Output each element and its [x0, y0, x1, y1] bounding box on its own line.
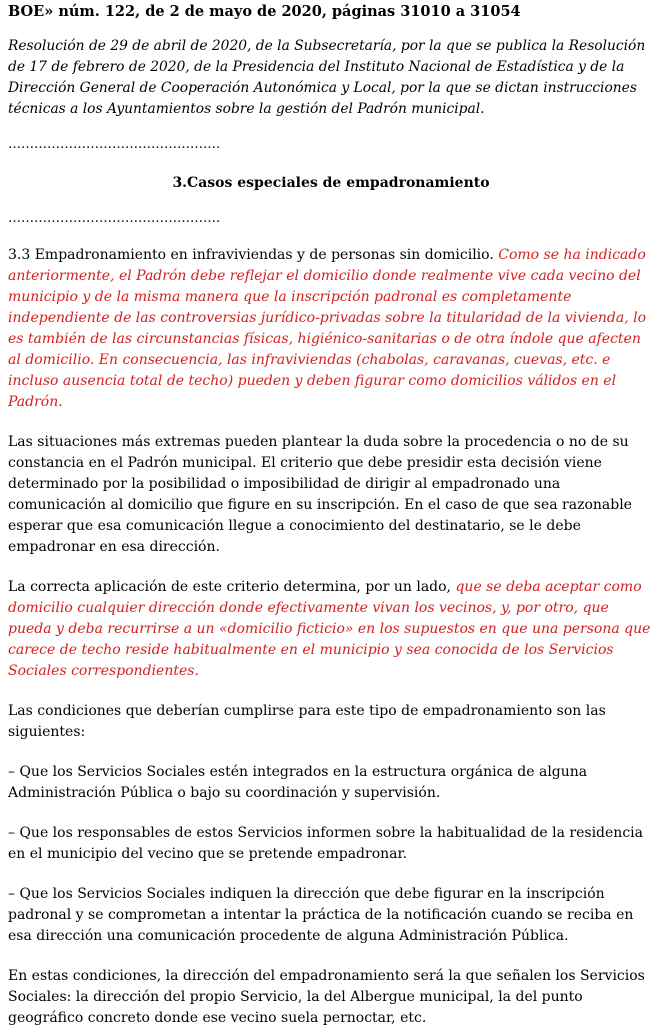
paragraph-infraviviendas-heading: 3.3 Empadronamiento en infraviviendas y de personas sin domicilio.: [8, 247, 499, 263]
condition-item-3: – Que los Servicios Sociales indiquen la dirección que debe figurar en la inscripción padronal y se comprometan a intentar la práctica de la notificación cuando se reciba en esa dirección una comunicación procedente de alguna Administración Pública.: [8, 886, 634, 944]
paragraph-criterio-highlight: que se deba aceptar como domicilio cualquier dirección donde efectivamente vivan los vecinos, y, por otro, que pueda y deba recurrirse a un «domicilio ficticio» en los supuestos en que una persona que carece de techo reside habitualmente en el municipio y sea conocida de los Servicios Sociales correspondientes.: [8, 579, 651, 679]
section-title: 3.Casos especiales de empadronamiento: [172, 175, 490, 191]
resolution-intro: Resolución de 29 de abril de 2020, de la Subsecretaría, por la que se publica la Resolución de 17 de febrero de 2020, de la Presidencia del Instituto Nacional de Estadística y de la Dirección General de Cooperación Autonómica y Local, por la que se dictan instrucciones técnicas a los Ayuntamientos sobre la gestión del Padrón municipal.: [8, 38, 646, 117]
paragraph-criterio-plain: La correcta aplicación de este criterio determina, por un lado,: [8, 579, 456, 595]
paragraph-situaciones: Las situaciones más extremas pueden plantear la duda sobre la procedencia o no de su constancia en el Padrón municipal. El criterio que debe presidir esta decisión viene determinado por la posibilidad o imposibilidad de dirigir al empadronado una comunicación al domicilio que figure en su inscripción. En el caso de que sea razonable esperar que esa comunicación llegue a conocimiento del destinatario, se le debe empadronar en esa dirección.: [8, 434, 632, 555]
paragraph-conclusion: En estas condiciones, la dirección del empadronamiento será la que señalen los Servicios Sociales: la dirección del propio Servicio, la del Albergue municipal, la del punto geográfico concreto donde ese vecino suela pernoctar, etc.: [8, 968, 645, 1026]
separator-bottom: ………………………………………….: [8, 211, 221, 226]
condition-item-2: – Que los responsables de estos Servicios informen sobre la habitualidad de la residencia en el municipio del vecino que se pretende empadronar.: [8, 825, 643, 862]
condition-item-1: – Que los Servicios Sociales estén integrados en la estructura orgánica de alguna Administración Pública o bajo su coordinación y supervisión.: [8, 764, 588, 801]
paragraph-infraviviendas-highlight: Como se ha indicado anteriormente, el Padrón debe reflejar el domicilio donde realmente vive cada vecino del municipio y de la misma manera que la inscripción padronal es completamente independiente de las controversias jurídico-privadas sobre la titularidad de la vivienda, lo es también de las circunstancias físicas, higiénico-sanitarias o de otra índole que afecten al domicilio. En consecuencia, las infraviviendas (chabolas, caravanas, cuevas, etc. e incluso ausencia total de techo) pueden y deben figurar como domicilios válidos en el Padrón.: [8, 247, 647, 410]
separator-top: ………………………………………….: [8, 137, 221, 152]
boe-header: BOE» núm. 122, de 2 de mayo de 2020, páginas 31010 a 31054: [8, 3, 521, 20]
paragraph-condiciones-intro: Las condiciones que deberían cumplirse para este tipo de empadronamiento son las siguientes:: [8, 703, 606, 740]
paragraph-infraviviendas: [8, 245, 654, 413]
paragraph-criterio: [8, 577, 654, 682]
